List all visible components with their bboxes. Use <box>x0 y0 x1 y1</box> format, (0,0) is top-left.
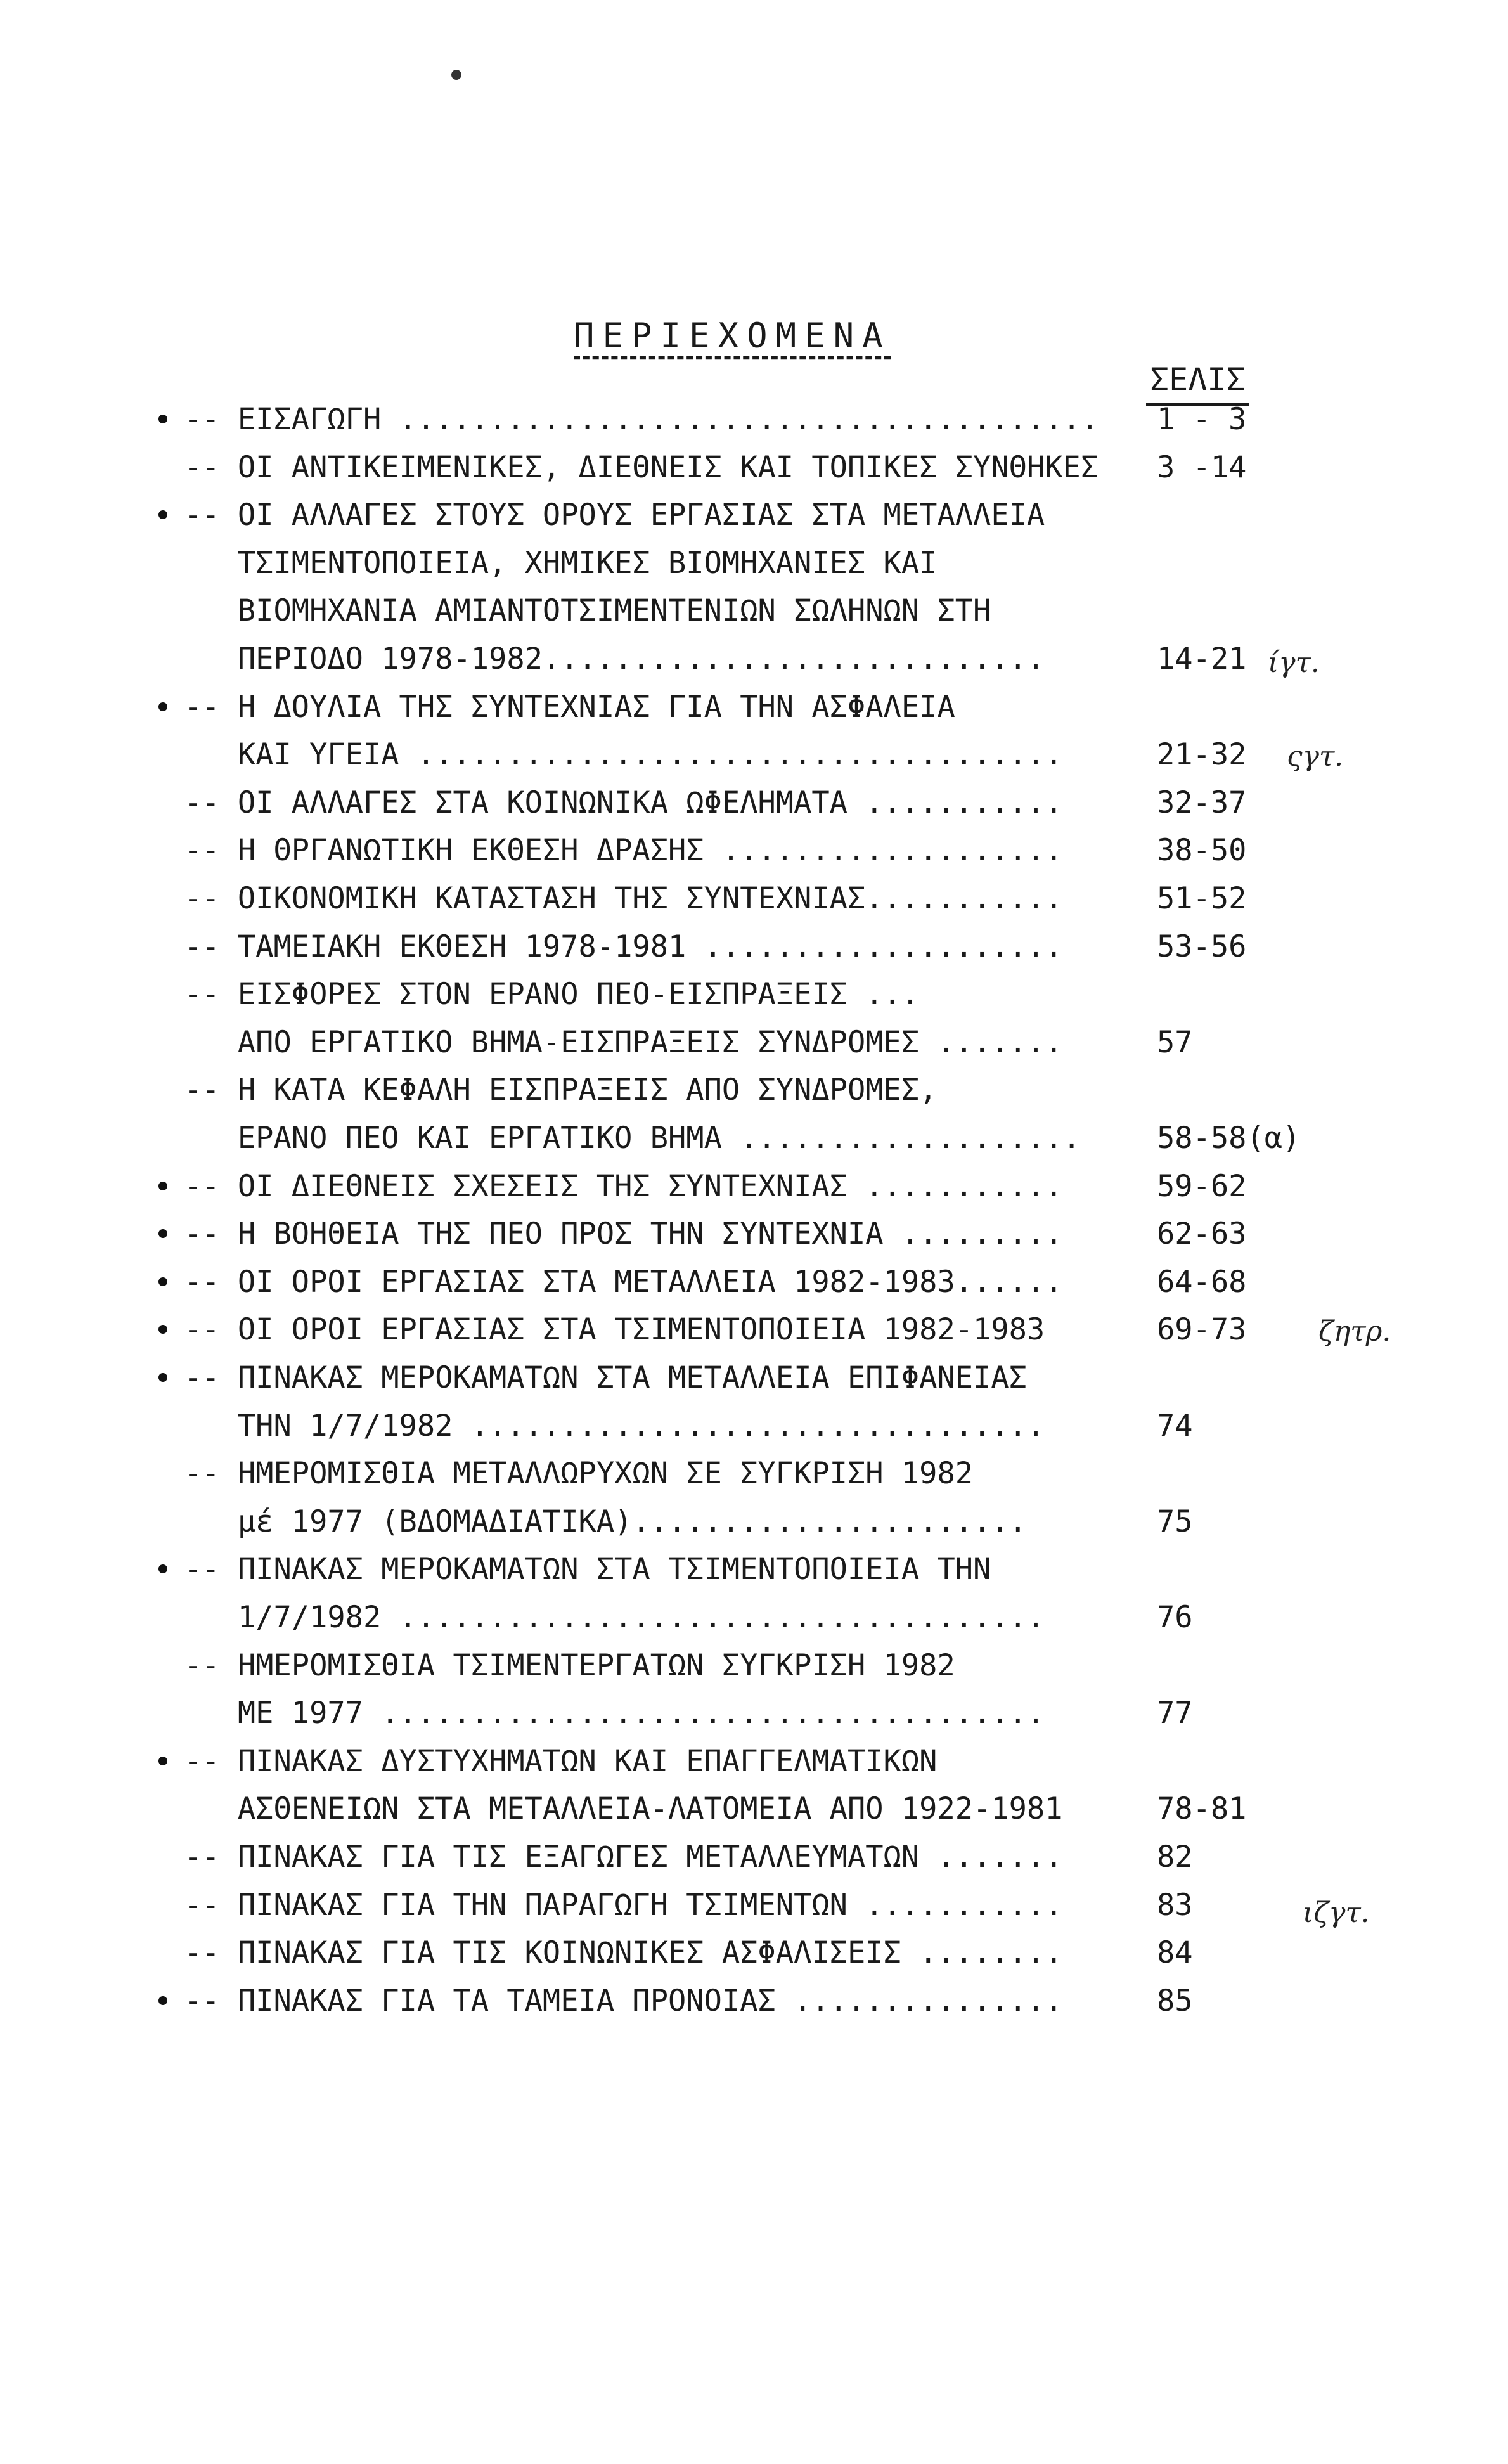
handwritten-note: ίγτ. <box>1268 647 1320 679</box>
toc-page-number: 51-52 <box>1157 881 1247 916</box>
toc-entry-line: -- ΠΙΝΑΚΑΣ ΜΕΡΟΚΑΜΑΤΩΝ ΣΤΑ ΜΕΤΑΛΛΕΙΑ ΕΠΙΦΑΝΕΙΑΣ <box>184 1360 1027 1395</box>
toc-entry-line: ΤΣΙΜΕΝΤΟΠΟΙΕΙΑ, ΧΗΜΙΚΕΣ ΒΙΟΜΗΧΑΝΙΕΣ ΚΑΙ <box>184 545 938 581</box>
toc-page-number: 74 <box>1157 1408 1193 1443</box>
toc-entry-line: ΒΙΟΜΗΧΑΝΙΑ ΑΜΙΑΝΤΟΤΣΙΜΕΝΤΕΝΙΩΝ ΣΩΛΗΝΩΝ ΣΤΗ <box>184 593 991 629</box>
toc-entry-line: ΤΗΝ 1/7/1982 ................................ <box>184 1408 1045 1443</box>
toc-entry-line: ΕΡΑΝΟ ΠΕΟ ΚΑΙ ΕΡΓΑΤΙΚΟ ΒΗΜΑ ................... <box>184 1121 1081 1156</box>
toc-entry-line: -- ΟΙΚΟΝΟΜΙΚΗ ΚΑΤΑΣΤΑΣΗ ΤΗΣ ΣΥΝΤΕΧΝΙΑΣ........... <box>184 881 1063 916</box>
toc-entry-line: -- ΠΙΝΑΚΑΣ ΔΥΣΤΥΧΗΜΑΤΩΝ ΚΑΙ ΕΠΑΓΓΕΛΜΑΤΙΚΩΝ <box>184 1743 938 1779</box>
toc-page-number: 82 <box>1157 1840 1193 1874</box>
bullet-mark <box>158 702 167 711</box>
toc-entry-line: -- ΟΙ ΑΝΤΙΚΕΙΜΕΝΙΚΕΣ, ΔΙΕΘΝΕΙΣ ΚΑΙ ΤΟΠΙΚΕΣ ΣΥΝΘΗΚΕΣ <box>184 449 1099 485</box>
toc-entry-line: -- ΟΙ ΟΡΟΙ ΕΡΓΑΣΙΑΣ ΣΤΑ ΜΕΤΑΛΛΕΙΑ 1982-1983...... <box>184 1264 1063 1300</box>
toc-page-number: 14-21 <box>1157 642 1247 676</box>
handwritten-note: ζητρ. <box>1318 1315 1391 1348</box>
page-column-header: ΣΕΛΙΣ <box>1146 361 1249 406</box>
toc-page-number: 78-81 <box>1157 1791 1247 1827</box>
toc-page-number: 38-50 <box>1157 833 1247 868</box>
toc-page-number: 64-68 <box>1157 1264 1247 1300</box>
toc-entry-line: -- ΤΑΜΕΙΑΚΗ ΕΚΘΕΣΗ 1978-1981 .................... <box>184 929 1063 964</box>
bullet-mark <box>158 1182 167 1190</box>
toc-page-number: 32-37 <box>1157 785 1247 820</box>
toc-entry-line: -- ΕΙΣΑΓΩΓΗ ....................................... <box>184 402 1099 437</box>
toc-entry-line: -- ΠΙΝΑΚΑΣ ΜΕΡΟΚΑΜΑΤΩΝ ΣΤΑ ΤΣΙΜΕΝΤΟΠΟΙΕΙΑ ΤΗΝ <box>184 1552 991 1587</box>
toc-entry-line: ΠΕΡΙΟΔΟ 1978-1982............................ <box>184 642 1045 676</box>
bullet-mark <box>158 1325 167 1334</box>
handwritten-note: ςγτ. <box>1287 740 1344 773</box>
bullet-mark <box>158 415 167 423</box>
toc-entry-line: -- ΕΙΣΦΟΡΕΣ ΣΤΟΝ ΕΡΑΝΟ ΠΕΟ-ΕΙΣΠΡΑΞΕΙΣ ... <box>184 977 920 1012</box>
toc-page-number: 57 <box>1157 1024 1193 1060</box>
toc-entry-line: ΜΕ 1977 ..................................... <box>184 1696 1045 1731</box>
bullet-mark <box>158 1564 167 1573</box>
toc-page-number: 21-32 <box>1157 737 1247 773</box>
toc-entry-line: -- ΟΙ ΔΙΕΘΝΕΙΣ ΣΧΕΣΕΙΣ ΤΗΣ ΣΥΝΤΕΧΝΙΑΣ ........... <box>184 1168 1063 1204</box>
toc-page-number: 1 - 3 <box>1157 402 1247 437</box>
toc-entry-line: -- Η ΘΡΓΑΝΩΤΙΚΗ ΕΚΘΕΣΗ ΔΡΑΣΗΣ ................... <box>184 833 1063 868</box>
toc-entry-line: -- ΠΙΝΑΚΑΣ ΓΙΑ ΤΙΣ ΕΞΑΓΩΓΕΣ ΜΕΤΑΛΛΕΥΜΑΤΩΝ ....... <box>184 1840 1063 1874</box>
bullet-mark <box>158 1277 167 1286</box>
toc-page-number: 84 <box>1157 1935 1193 1971</box>
toc-page-number: 83 <box>1157 1887 1193 1923</box>
toc-entry-line: -- ΟΙ ΟΡΟΙ ΕΡΓΑΣΙΑΣ ΣΤΑ ΤΣΙΜΕΝΤΟΠΟΙΕΙΑ 1982-1983 <box>184 1312 1045 1348</box>
toc-page-number: 58-58(α) <box>1157 1121 1301 1156</box>
toc-page-number: 3 -14 <box>1157 449 1247 485</box>
toc-page-number: 85 <box>1157 1983 1193 2018</box>
toc-entry-line: -- ΟΙ ΑΛΛΑΓΕΣ ΣΤΟΥΣ ΟΡΟΥΣ ΕΡΓΑΣΙΑΣ ΣΤΑ ΜΕΤΑΛΛΕΙΑ <box>184 498 1045 533</box>
bullet-mark <box>158 1757 167 1765</box>
toc-entry-line: -- Η ΚΑΤΑ ΚΕΦΑΛΗ ΕΙΣΠΡΑΞΕΙΣ ΑΠΟ ΣΥΝΔΡΟΜΕΣ, <box>184 1073 938 1108</box>
toc-entry-line: -- ΟΙ ΑΛΛΑΓΕΣ ΣΤΑ ΚΟΙΝΩΝΙΚΑ ΩΦΕΛΗΜΑΤΑ ........... <box>184 785 1063 820</box>
toc-entry-line: 1/7/1982 .................................... <box>184 1600 1045 1635</box>
toc-page-number: 77 <box>1157 1696 1193 1731</box>
toc-page-number: 76 <box>1157 1600 1193 1635</box>
bullet-mark <box>158 1373 167 1382</box>
toc-entry-line: -- ΠΙΝΑΚΑΣ ΓΙΑ ΤΑ ΤΑΜΕΙΑ ΠΡΟΝΟΙΑΣ ............... <box>184 1983 1063 2018</box>
toc-page-number: 75 <box>1157 1504 1193 1539</box>
toc-page-number: 53-56 <box>1157 929 1247 964</box>
toc-entry-line: ΑΠΟ ΕΡΓΑΤΙΚΟ ΒΗΜΑ-ΕΙΣΠΡΑΞΕΙΣ ΣΥΝΔΡΟΜΕΣ ....... <box>184 1024 1063 1060</box>
toc-entry-line: -- ΠΙΝΑΚΑΣ ΓΙΑ ΤΗΝ ΠΑΡΑΓΩΓΗ ΤΣΙΜΕΝΤΩΝ ........... <box>184 1887 1063 1923</box>
toc-page-number: 62-63 <box>1157 1216 1247 1252</box>
toc-entry-line: μέ 1977 (ΒΔΟΜΑΔΙΑΤΙΚΑ)...................... <box>184 1504 1027 1539</box>
handwritten-note: ιζγτ. <box>1303 1897 1370 1929</box>
toc-page-number: 59-62 <box>1157 1168 1247 1204</box>
bullet-mark <box>158 1996 167 2005</box>
toc-page-number: 69-73 <box>1157 1312 1247 1348</box>
toc-entry-line: -- ΗΜΕΡΟΜΙΣΘΙΑ ΜΕΤΑΛΛΩΡΥΧΩΝ ΣΕ ΣΥΓΚΡΙΣΗ 1982 <box>184 1456 974 1492</box>
toc-entry-line: -- ΠΙΝΑΚΑΣ ΓΙΑ ΤΙΣ ΚΟΙΝΩΝΙΚΕΣ ΑΣΦΑΛΙΣΕΙΣ ........ <box>184 1935 1063 1971</box>
toc-entry-line: -- Η ΒΟΗΘΕΙΑ ΤΗΣ ΠΕΟ ΠΡΟΣ ΤΗΝ ΣΥΝΤΕΧΝΙΑ ......... <box>184 1216 1063 1252</box>
bullet-mark <box>158 510 167 519</box>
toc-entry-line: -- Η ΔΟΥΛΙΑ ΤΗΣ ΣΥΝΤΕΧΝΙΑΣ ΓΙΑ ΤΗΝ ΑΣΦΑΛΕΙΑ <box>184 689 955 725</box>
toc-entry-line: -- ΗΜΕΡΟΜΙΣΘΙΑ ΤΣΙΜΕΝΤΕΡΓΑΤΩΝ ΣΥΓΚΡΙΣΗ 1982 <box>184 1648 955 1683</box>
bullet-mark <box>158 1229 167 1238</box>
toc-entry-line: ΑΣΘΕΝΕΙΩΝ ΣΤΑ ΜΕΤΑΛΛΕΙΑ-ΛΑΤΟΜΕΙΑ ΑΠΟ 1922-1981 <box>184 1791 1063 1827</box>
toc-entry-line: ΚΑΙ ΥΓΕΙΑ .................................... <box>184 737 1063 773</box>
page-title: ΠΕΡΙΕΧΟΜΕΝΑ <box>574 316 891 356</box>
